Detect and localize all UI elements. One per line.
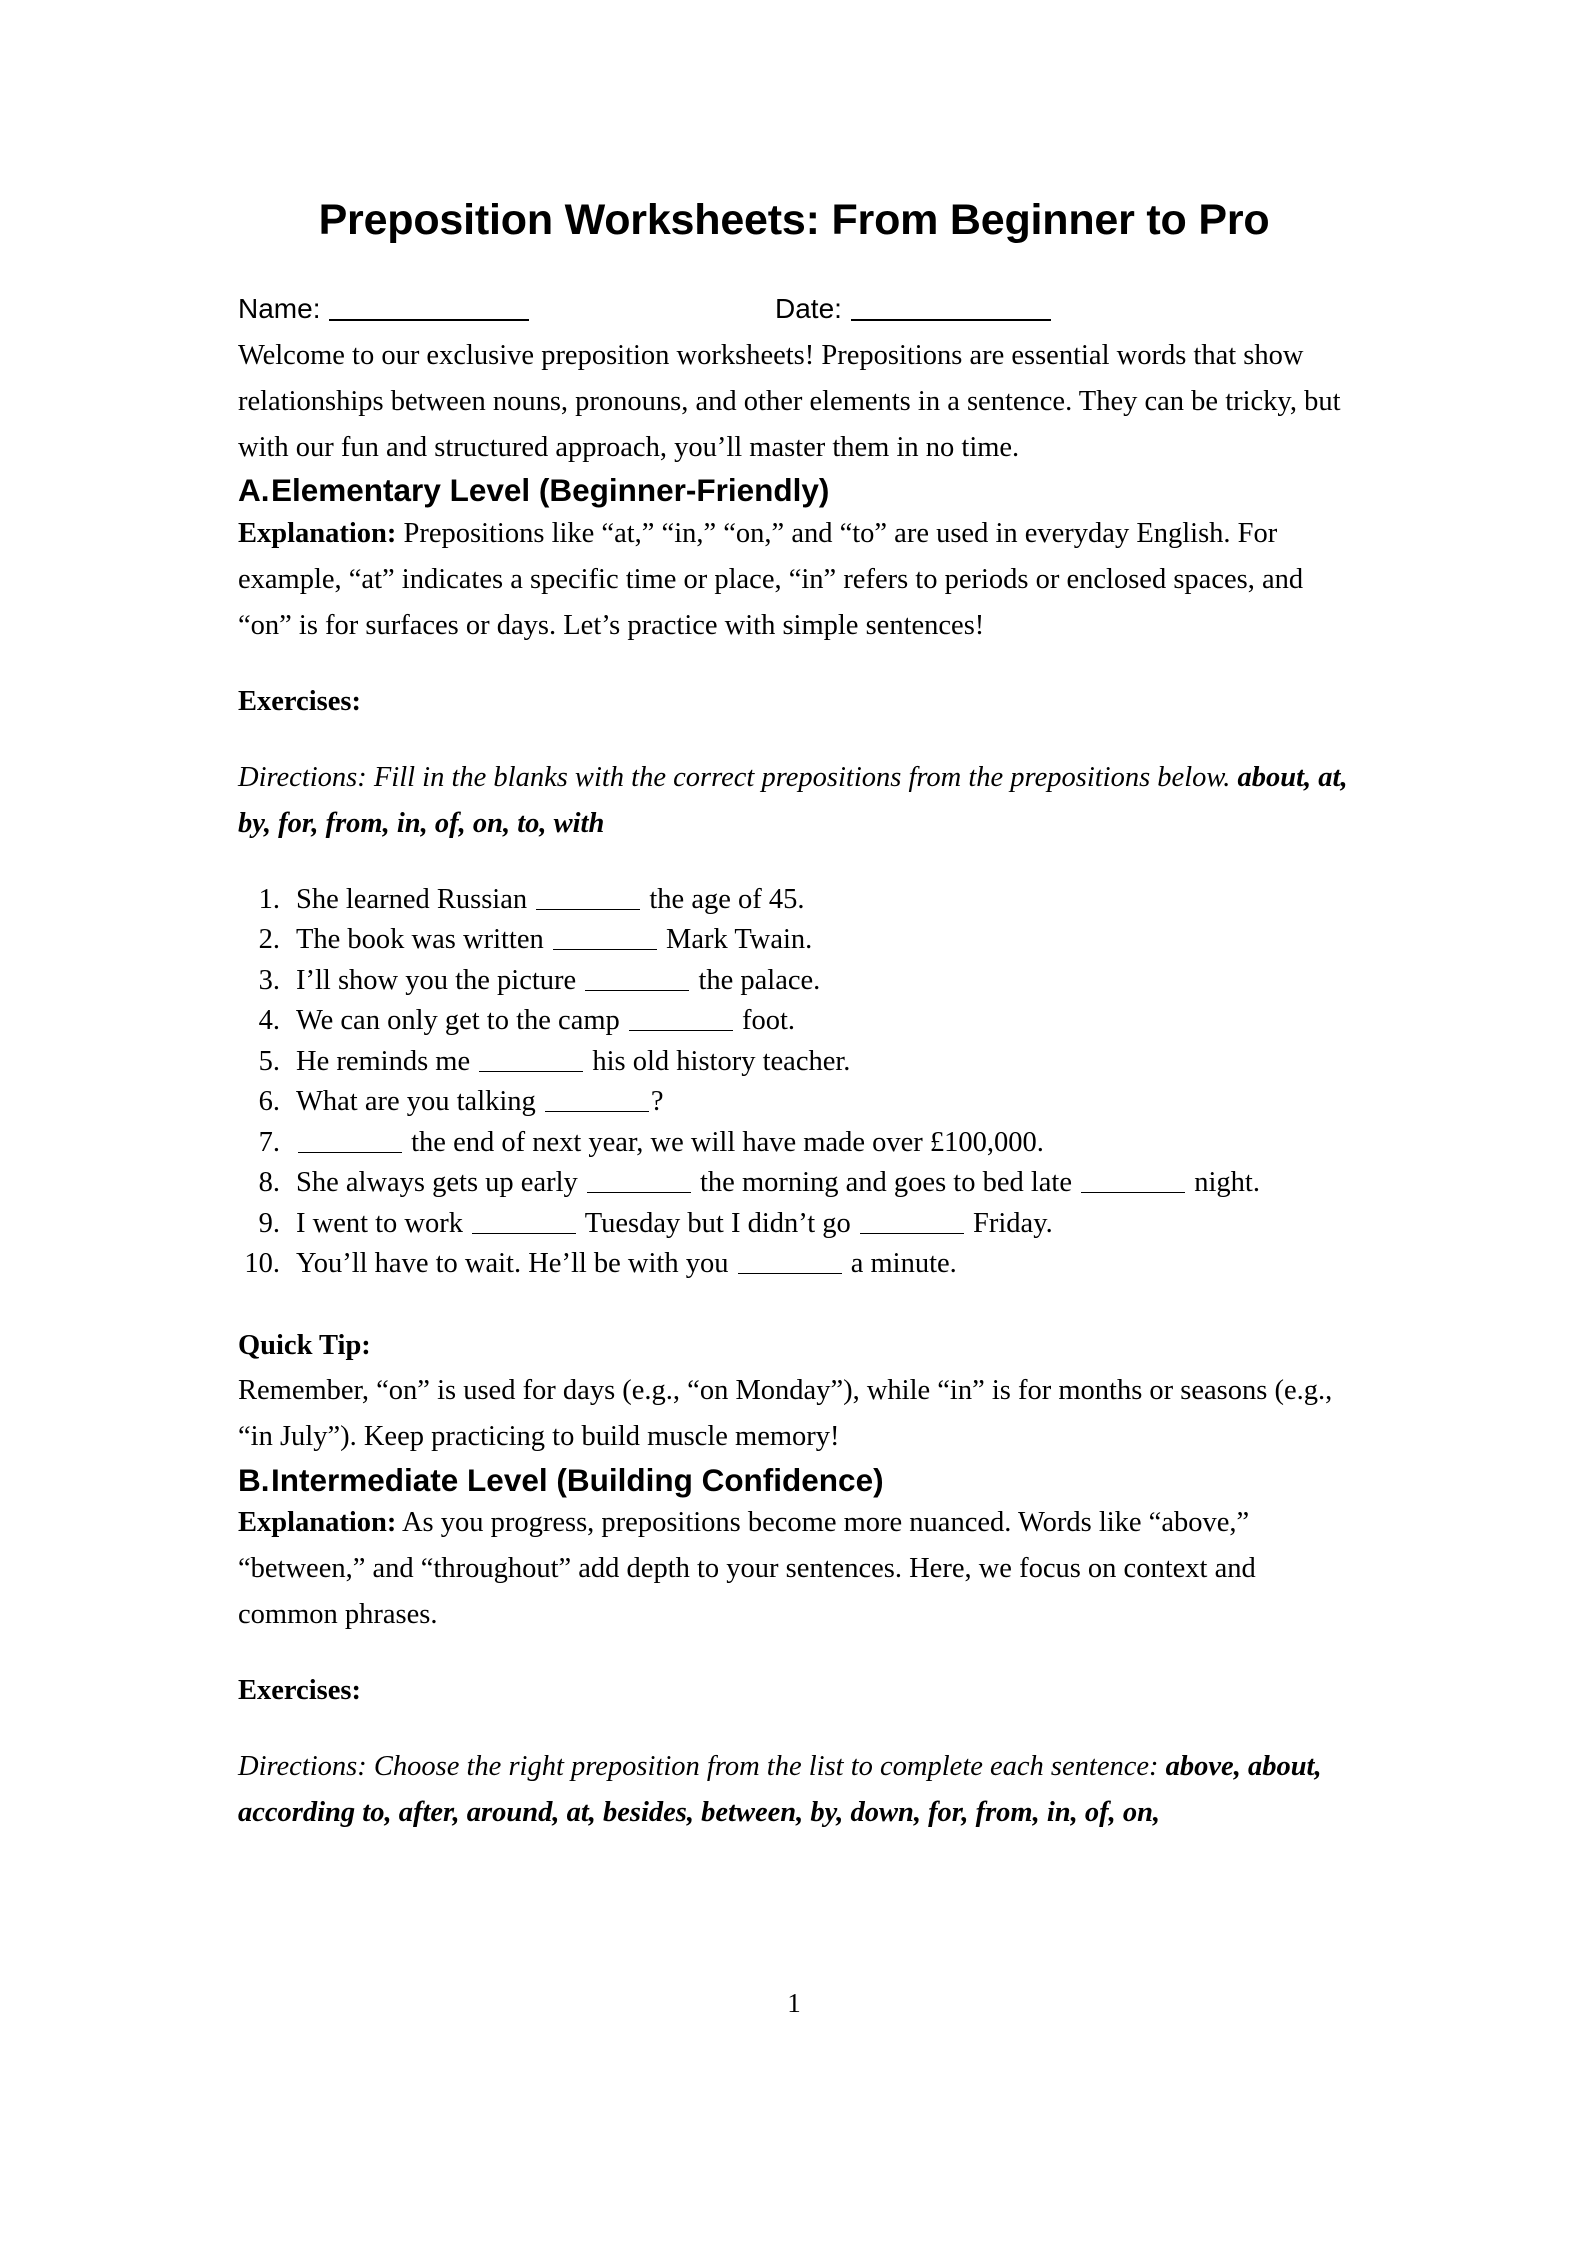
answer-blank[interactable] xyxy=(629,1012,733,1031)
item-number: 6. xyxy=(258,1086,280,1118)
item-text-after: the palace. xyxy=(691,964,821,996)
item-number: 2. xyxy=(258,924,280,956)
answer-blank[interactable] xyxy=(479,1053,583,1072)
item-text-after: foot. xyxy=(734,1005,796,1037)
section-a-directions xyxy=(238,755,1350,847)
date-label: Date: xyxy=(775,292,842,324)
item-text-before: She learned Russian xyxy=(296,883,535,915)
intro-paragraph: Welcome to our exclusive preposition worksheets! Prepositions are essential words that show relationships between nouns, pronouns, and other elements in a sentence. They can be tricky, but with our fun and structured approach, you’ll master them in no time. xyxy=(238,339,1341,464)
section-a-heading-text: Elementary Level (Beginner-Friendly) xyxy=(271,472,830,509)
item-text-before: What are you talking xyxy=(296,1086,543,1118)
answer-blank[interactable] xyxy=(545,1093,649,1112)
item-number: 10. xyxy=(244,1248,280,1280)
quick-tip-label: Quick Tip: xyxy=(238,1329,371,1361)
answer-blank[interactable] xyxy=(298,1134,402,1153)
section-a-heading xyxy=(238,471,1350,510)
list-item xyxy=(238,920,1350,960)
section-b-heading-text: Intermediate Level (Building Confidence) xyxy=(271,1461,884,1498)
list-item xyxy=(238,880,1350,920)
section-a-word-list: about, at, by, for, from, in, of, on, to, with xyxy=(238,761,1348,839)
item-text-after: night. xyxy=(1187,1167,1260,1199)
answer-blank[interactable] xyxy=(472,1215,576,1234)
answer-blank[interactable] xyxy=(738,1255,842,1274)
item-text-middle: the morning and goes to bed late xyxy=(692,1167,1080,1199)
page-title: Preposition Worksheets: From Beginner to Pro xyxy=(318,196,1270,244)
list-item xyxy=(238,1204,1350,1244)
list-item xyxy=(238,1163,1350,1203)
answer-blank[interactable] xyxy=(1081,1174,1185,1193)
item-text-before: She always gets up early xyxy=(296,1167,585,1199)
date-field[interactable] xyxy=(775,293,1051,325)
item-text-after: the end of next year, we will have made over £100,000. xyxy=(404,1126,1044,1158)
list-item xyxy=(238,1042,1350,1082)
page-content xyxy=(238,0,1350,1836)
section-b-heading xyxy=(238,1461,1350,1500)
item-number: 4. xyxy=(258,1005,280,1037)
section-a-letter: A. xyxy=(238,472,270,509)
section-a-explanation xyxy=(238,511,1350,649)
section-b-explanation-text: As you progress, prepositions become more nuanced. Words like “above,” “between,” and “throughout” add depth to your sentences. Here, we focus on context and common phrases. xyxy=(238,1506,1256,1631)
item-text-after: Friday. xyxy=(965,1207,1053,1239)
answer-blank[interactable] xyxy=(860,1215,964,1234)
item-number: 5. xyxy=(258,1045,280,1077)
item-text-after: ? xyxy=(650,1086,664,1118)
section-a-directions-text: Directions: Fill in the blanks with the correct prepositions from the prepositions below. xyxy=(238,761,1238,793)
section-b-letter: B. xyxy=(238,1461,270,1498)
item-text-after: the age of 45. xyxy=(642,883,805,915)
item-text-middle: Tuesday but I didn’t go xyxy=(578,1207,858,1239)
list-item xyxy=(238,961,1350,1001)
section-b-directions-text: Directions: Choose the right preposition from the list to complete each sentence: xyxy=(238,1750,1166,1782)
section-a-exercise-list xyxy=(238,880,1350,1285)
item-text-before: We can only get to the camp xyxy=(296,1005,627,1037)
name-date-row xyxy=(238,293,1350,333)
list-item xyxy=(238,1244,1350,1284)
quick-tip-text: Remember, “on” is used for days (e.g., “on Monday”), while “in” is for months or seasons (e.g., “in July”). Keep practicing to build muscle memory! xyxy=(238,1375,1333,1453)
name-label: Name: xyxy=(238,292,321,324)
item-text-before: You’ll have to wait. He’ll be with you xyxy=(296,1248,736,1280)
section-b-explanation xyxy=(238,1500,1350,1638)
list-item xyxy=(238,1123,1350,1163)
item-number: 9. xyxy=(258,1207,280,1239)
list-item xyxy=(238,1001,1350,1041)
item-text-after: Mark Twain. xyxy=(658,924,813,956)
item-text-after: his old history teacher. xyxy=(585,1045,851,1077)
item-number: 8. xyxy=(258,1167,280,1199)
page-number: 1 xyxy=(787,1988,801,2018)
item-text-before: I’ll show you the picture xyxy=(296,964,584,996)
section-a-explanation-text: Prepositions like “at,” “in,” “on,” and “to” are used in everyday English. For example, “at” indicates a specific time or place, “in” refers to periods or enclosed spaces, and “on” is for surfaces or days. Let’s practice with simple sentences! xyxy=(238,517,1304,641)
answer-blank[interactable] xyxy=(585,972,689,991)
date-blank-rule[interactable] xyxy=(851,297,1051,321)
item-text-before: He reminds me xyxy=(296,1045,478,1077)
name-blank-rule[interactable] xyxy=(329,297,529,321)
section-a-explanation-label: Explanation: xyxy=(238,517,397,549)
item-number: 7. xyxy=(258,1126,280,1158)
answer-blank[interactable] xyxy=(553,931,657,950)
name-field[interactable] xyxy=(238,293,529,325)
section-b-directions xyxy=(238,1744,1350,1836)
item-text-before: The book was written xyxy=(296,924,551,956)
answer-blank[interactable] xyxy=(536,891,640,910)
item-number: 1. xyxy=(258,883,280,915)
list-item xyxy=(238,1082,1350,1122)
item-number: 3. xyxy=(258,964,280,996)
section-b-explanation-label: Explanation: xyxy=(238,1506,397,1538)
item-text-before: I went to work xyxy=(296,1207,471,1239)
section-b-word-list: above, about, according to, after, around, at, besides, between, by, down, for, from, in, of, on, xyxy=(238,1750,1322,1829)
section-b-exercises-label: Exercises: xyxy=(238,1675,361,1707)
section-a-exercises-label: Exercises: xyxy=(238,686,361,718)
answer-blank[interactable] xyxy=(587,1174,691,1193)
item-text-after: a minute. xyxy=(843,1248,957,1280)
